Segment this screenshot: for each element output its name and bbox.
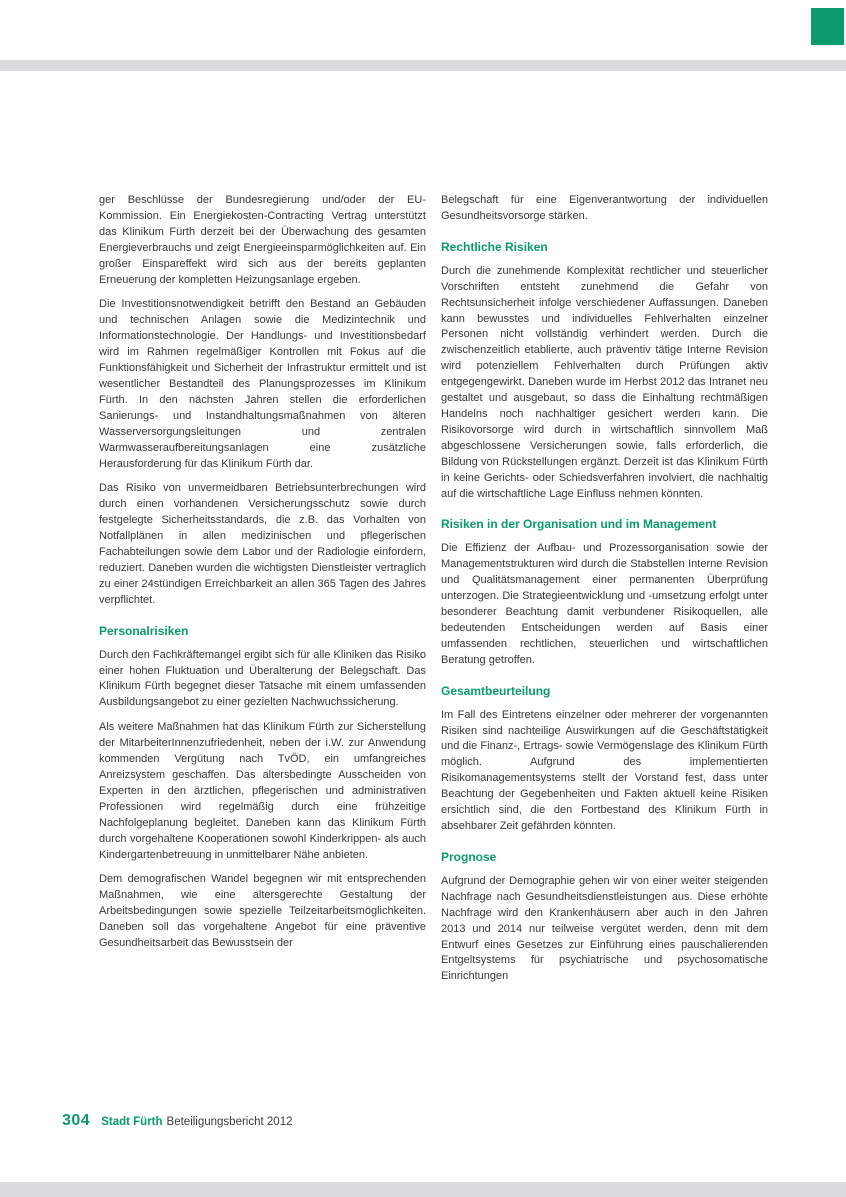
page-number: 304 bbox=[62, 1112, 91, 1129]
body-paragraph: Durch die zunehmende Komplexität rechtlicher und steuerlicher Vorschriften entsteht zunehmend die Gefahr von Rechtsunsicherheit infolge verschiedener Auffassungen. Daneben kann bewusstes und individuelles Fehlverhalten einzelner Personen nicht vollständig verhindert werden. Durch die zwischenzeitlich etablierte, auch präventiv tätige Interne Revision wird potenziellem Fehlverhalten durch Prüfungen aktiv entgegengewirkt. Daneben wurde im Herbst 2012 das Intranet neu gestaltet und ausgebaut, so dass die Einhaltung rechtmäßigen Handelns noch nachhaltiger gesichert werden kann. Die Risikovorsorge wird durch in wirtschaftlich sinnvollem Maß abgeschlossene Versicherungen sowie, falls erforderlich, die Bildung von Rückstellungen ergänzt. Derzeit ist das Klinikum Fürth in keine Gerichts- oder Schiedsverfahren involviert, die nachhaltig auf die wirtschaftliche Lage Einfluss nehmen könnten. bbox=[441, 264, 768, 500]
footer-publisher: Stadt Fürth bbox=[101, 1116, 163, 1128]
body-paragraph: Als weitere Maßnahmen hat das Klinikum Fürth zur Sicherstellung der MitarbeiterInnenzufriedenheit, neben der i.W. zur Anwendung kommenden Vergütung nach TvÖD, ein umfangreiches Anreizsystem geschaffen. Das altersbedingte Ausscheiden von Experten in den ärztlichen, pflegerischen und administrativen Professionen wird regelmäßig durch eine frühzeitige Nachfolgeplanung begleitet. Daneben kann das Klinikum Fürth durch vorgehaltene Kooperationen sowohl Kinderkrippen- als auch Kindergartenbetreuung in unmittelbarer Nähe anbieten. bbox=[99, 721, 426, 861]
section-heading: Gesamtbeurteilung bbox=[441, 683, 551, 698]
page-footer bbox=[62, 1112, 292, 1130]
bottom-divider-bar bbox=[0, 1182, 846, 1197]
body-paragraph: Die Effizienz der Aufbau- und Prozessorganisation sowie der Managementstrukturen wird durch die Stabstellen Interne Revision und Qualitätsmanagement einer permanenten Überprüfung unterzogen. Die Strategieentwicklung und -umsetzung erfolgt unter besonderer Beachtung damit verbundener Risikoquellen, alle bedeutenden Entscheidungen werden auf Basis einer umfassenden rechtlichen, steuerlichen und wirtschaftlichen Beratung getroffen. bbox=[441, 542, 768, 666]
right-text-column bbox=[441, 193, 768, 994]
section-heading: Risiken in der Organisation und im Management bbox=[441, 517, 717, 532]
two-column-text-area bbox=[99, 193, 768, 994]
left-text-column bbox=[99, 193, 426, 994]
body-paragraph: Aufgrund der Demographie gehen wir von einer weiter steigenden Nachfrage nach Gesundheitsdienstleistungen aus. Diese erhöhte Nachfrage wird den Krankenhäusern aber auch in den Jahren 2013 und 2014 nur teilweise vergütet werden, denn mit dem Entwurf eines Gesetzes zur Einführung eines pauschalierenden Entgeltsystems für psychiatrische und psychosomatische Einrichtungen bbox=[441, 874, 768, 983]
section-heading: Rechtliche Risiken bbox=[441, 239, 548, 254]
body-paragraph: Durch den Fachkräftemangel ergibt sich für alle Kliniken das Risiko einer hohen Fluktuation und Überalterung der Belegschaft. Das Klinikum Fürth begegnet dieser Tatsache mit einem umfassenden Ausbildungsangebot zu einer gezielten Nachwuchssicherung. bbox=[99, 648, 426, 709]
body-paragraph: Dem demografischen Wandel begegnen wir mit entsprechenden Maßnahmen, wie eine altersgerechte Gestaltung der Arbeitsbedingungen sowie spezielle Teilzeitarbeitsmöglichkeiten. Daneben soll das vorgehaltene Angebot für eine präventive Gesundheitsarbeit das Bewusstsein der bbox=[99, 873, 426, 950]
section-heading: Prognose bbox=[441, 849, 497, 864]
top-divider-bar bbox=[0, 60, 846, 71]
section-heading: Personalrisiken bbox=[99, 623, 189, 638]
body-paragraph: Im Fall des Eintretens einzelner oder mehrerer der vorgenannten Risiken sind nachteilige Auswirkungen auf die Geschäftstätigkeit und die Finanz-, Ertrags- sowie Vermögenslage des Klinikum Fürth möglich. Aufgrund des implementierten Risikomanagementsystems stellt der Vorstand fest, dass unter Beachtung der Gegebenheiten und Fakten aktuell keine Risiken ersichtlich sind, die den Fortbestand des Klinikum Fürth in absehbarer Zeit gefährden könnten. bbox=[441, 708, 768, 832]
body-paragraph: ger Beschlüsse der Bundesregierung und/oder der EU-Kommission. Ein Energiekosten-Contracting Vertrag unterstützt das Klinikum Fürth derzeit bei der Überwachung des gesamten Energieverbrauchs und zeigt Energieeinsparmöglichkeiten auf. Ein großer Einspareffekt wird sich aus der bereits geplanten Erneuerung der kompletten Heizungsanlage ergeben. bbox=[99, 194, 426, 286]
footer-report-title: Beteiligungsbericht 2012 bbox=[166, 1116, 293, 1128]
body-paragraph: Belegschaft für eine Eigenverantwortung der individuellen Gesundheitsvorsorge stärken. bbox=[441, 194, 768, 222]
body-paragraph: Das Risiko von unvermeidbaren Betriebsunterbrechungen wird durch einen vorhandenen Versicherungsschutz sowie durch festgelegte Sicherheitsstandards, die z.B. das Vorhalten von Notfallplänen in allen medizinischen und pflegerischen Fachabteilungen sowie dem Labor und der Radiologie einfordern, reduziert. Daneben wurden die wichtigsten Dienstleister vertraglich zu einer 24stündigen Erreichbarkeit an allen 365 Tagen des Jahres verpflichtet. bbox=[99, 482, 426, 606]
body-paragraph: Die Investitionsnotwendigkeit betrifft den Bestand an Gebäuden und technischen Anlagen sowie die Medizintechnik und Informationstechnologie. Der Handlungs- und Investitionsbedarf wird im Rahmen regelmäßiger Kontrollen mit Fokus auf die Funktionsfähigkeit und Sicherheit der Infrastruktur ermittelt und ist wesentlicher Bestandteil des Planungsprozesses im Klinikum Fürth. In den nächsten Jahren stellen die erforderlichen Sanierungs- und Instandhaltungsmaßnahmen von älteren Wasserversorgungsleitungen und zentralen Warmwasseraufbereitungsanlagen eine zusätzliche Herausforderung für das Klinikum Fürth dar. bbox=[99, 298, 426, 470]
green-corner-marker bbox=[811, 8, 844, 45]
